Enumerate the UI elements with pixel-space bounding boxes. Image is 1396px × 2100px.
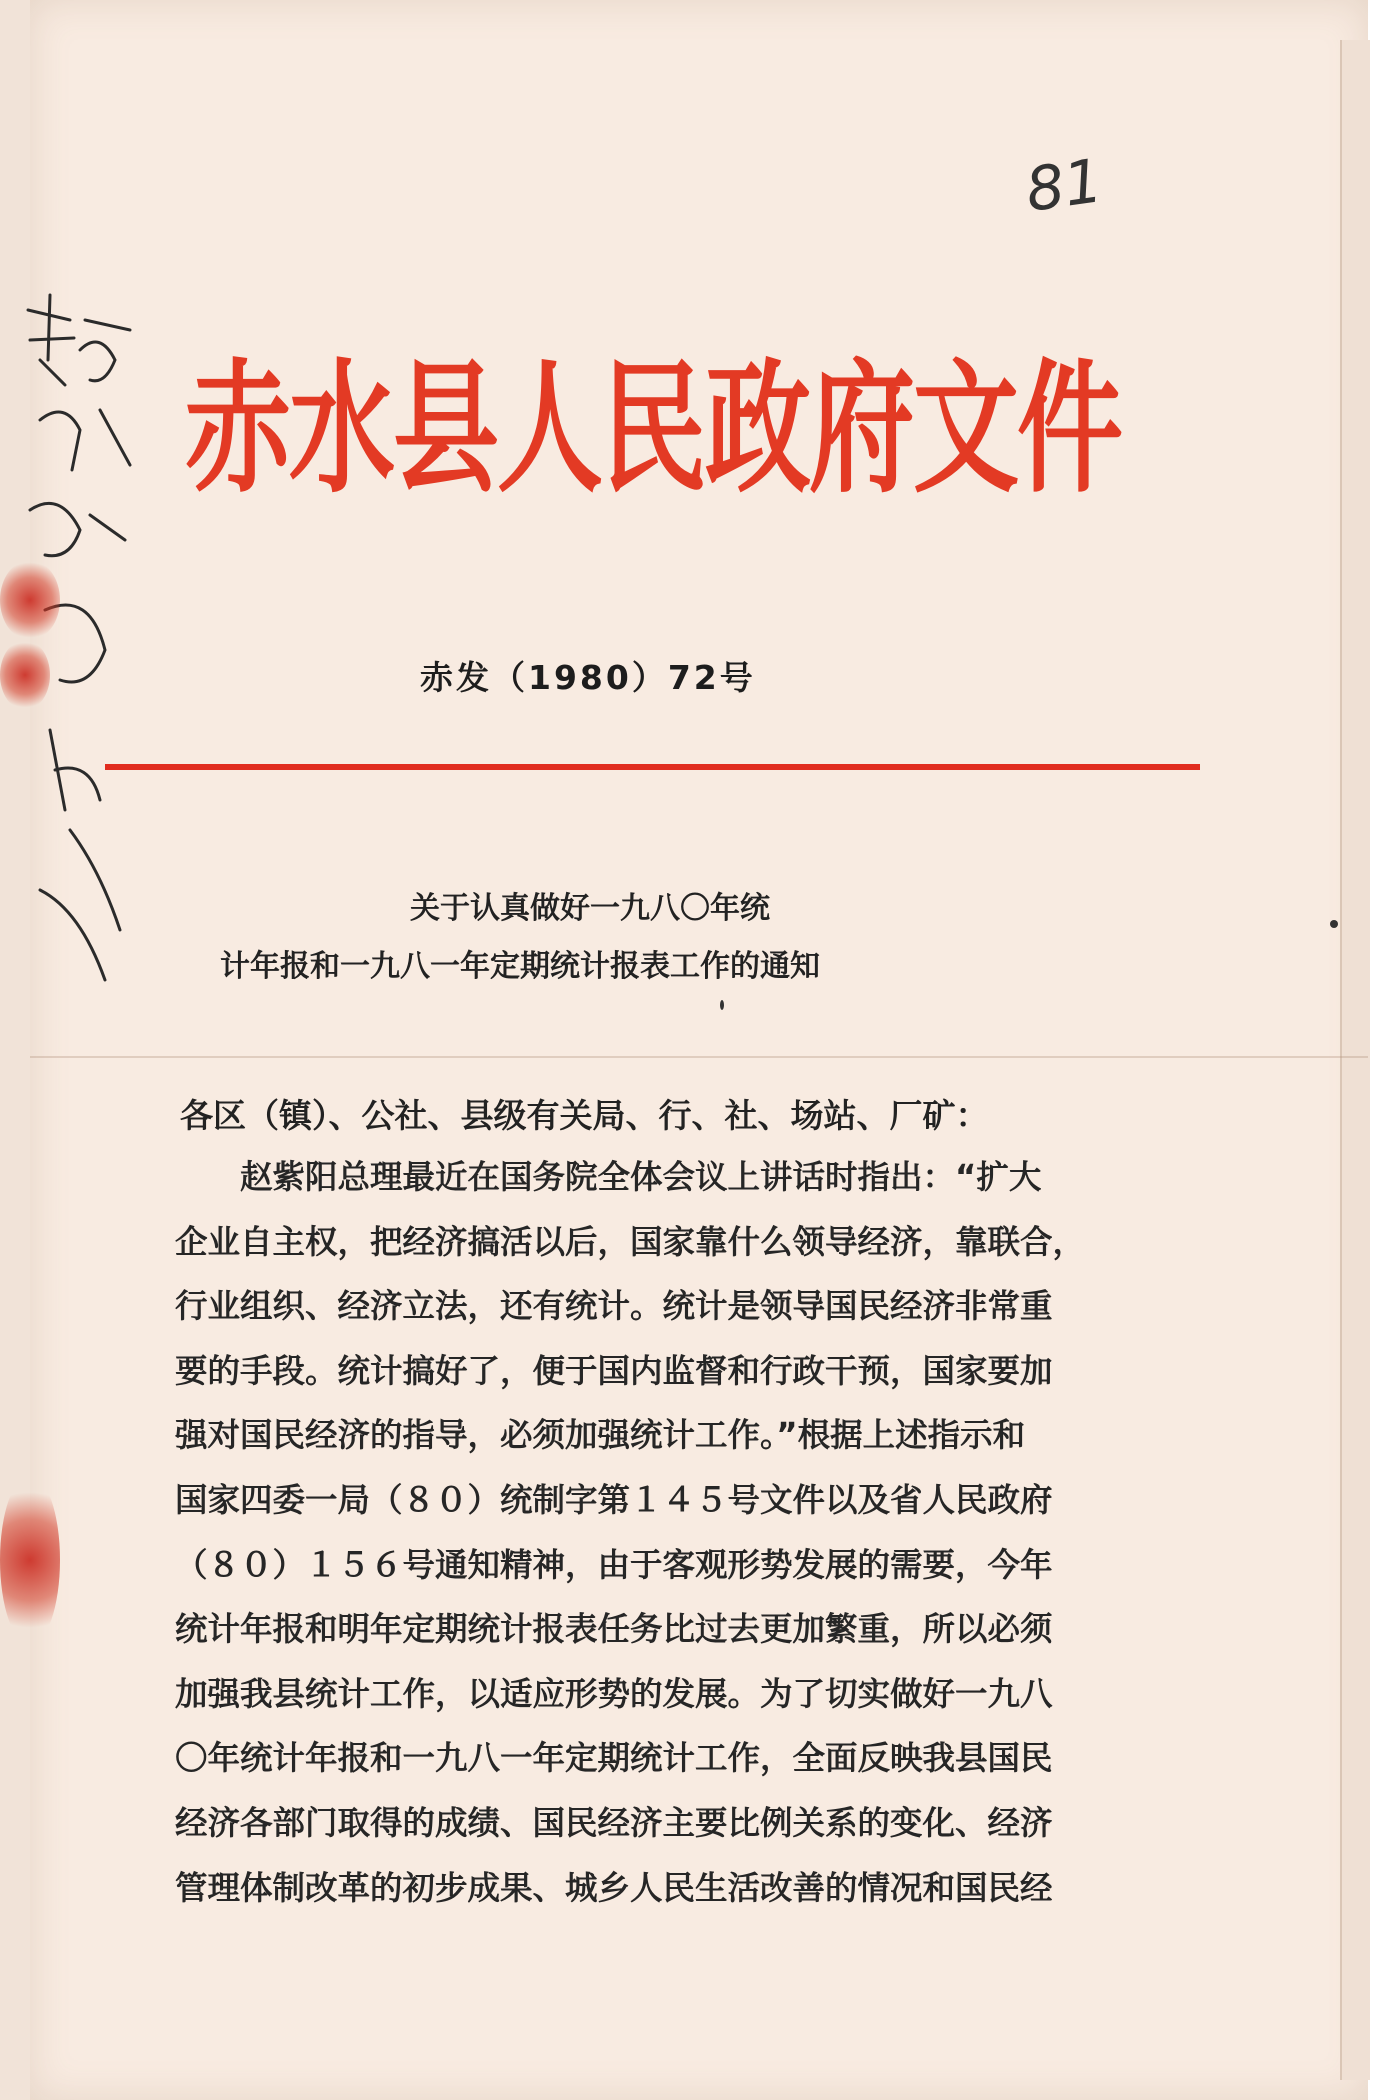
body-line: 国家四委一局（８０）统制字第１４５号文件以及省人民政府 xyxy=(175,1480,1053,1519)
red-divider-rule xyxy=(105,764,1200,770)
body-line: 企业自主权，把经济搞活以后，国家靠什么领导经济，靠联合， xyxy=(175,1222,1086,1261)
body-line: 强对国民经济的指导，必须加强统计工作。”根据上述指示和 xyxy=(175,1416,1026,1455)
handwritten-page-number: 81 xyxy=(1021,145,1107,226)
body-line: 〇年统计年报和一九八一年定期统计工作，全面反映我县国民 xyxy=(175,1739,1053,1778)
subject-line-2: 计年报和一九八一年定期统计报表工作的通知 xyxy=(220,949,820,984)
body-line: 要的手段。统计搞好了，便于国内监督和行政干预，国家要加 xyxy=(175,1351,1053,1390)
body-line: 赵紫阳总理最近在国务院全体会议上讲话时指出：“扩大 xyxy=(240,1158,1042,1196)
paper-fold-line xyxy=(30,1056,1368,1058)
red-seal-stain xyxy=(0,1475,60,1645)
red-seal-stain xyxy=(0,640,50,710)
page-right-edge xyxy=(1340,40,1370,2080)
ink-speck xyxy=(720,1000,724,1010)
body-line: （８０）１５６号通知精神，由于客观形势发展的需要，今年 xyxy=(175,1545,1053,1584)
body-line: 行业组织、经济立法，还有统计。统计是领导国民经济非常重 xyxy=(175,1287,1053,1326)
addressee-line: 各区（镇）、公社、县级有关局、行、社、场站、厂矿： xyxy=(180,1096,989,1135)
body-line: 管理体制改革的初步成果、城乡人民生活改善的情况和国民经 xyxy=(175,1868,1053,1907)
handwritten-margin-note xyxy=(10,290,160,990)
ink-speck xyxy=(1330,920,1338,928)
document-number: 赤发（1980）72号 xyxy=(420,658,756,697)
subject-line-1: 关于认真做好一九八〇年统 xyxy=(410,891,770,926)
body-line: 经济各部门取得的成绩、国民经济主要比例关系的变化、经济 xyxy=(175,1803,1053,1842)
red-seal-stain xyxy=(0,560,60,640)
body-line: 加强我县统计工作，以适应形势的发展。为了切实做好一九八 xyxy=(175,1674,1053,1713)
document-header-title: 赤水县人民政府文件 xyxy=(185,346,1121,513)
body-line: 统计年报和明年定期统计报表任务比过去更加繁重，所以必须 xyxy=(175,1610,1053,1649)
document-body xyxy=(175,1145,1180,1920)
document-subject xyxy=(220,880,1120,996)
